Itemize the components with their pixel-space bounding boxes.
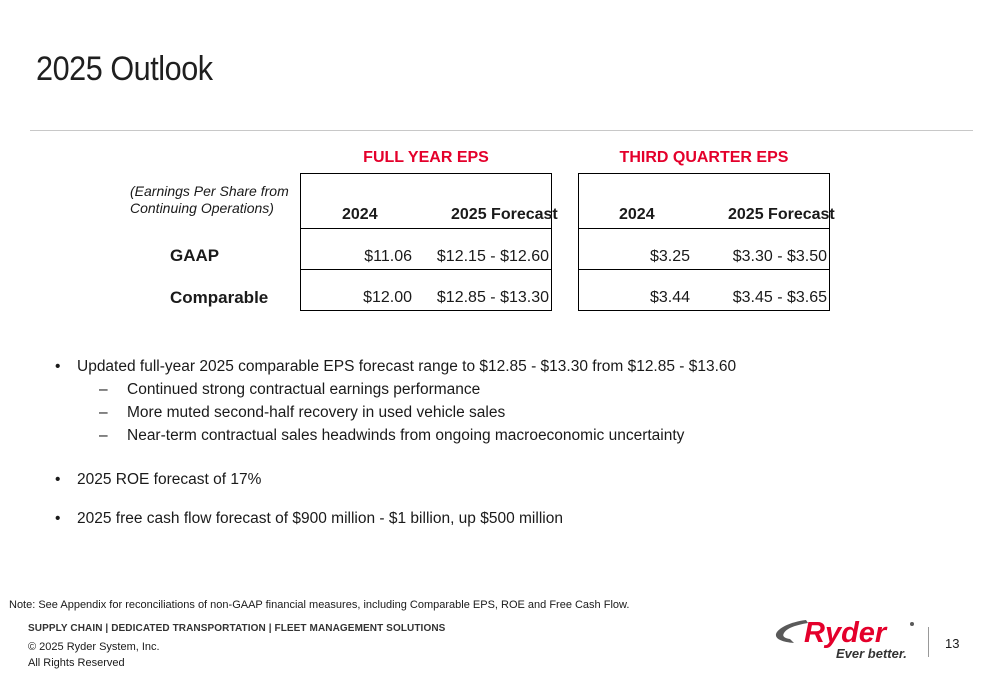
sub-bullet-used-vehicle — [99, 404, 506, 422]
row-label-comparable: Comparable — [170, 288, 269, 307]
gaap-fy-forecast: $12.15 - $12.60 — [436, 248, 549, 265]
third-quarter-header-rule — [578, 228, 830, 229]
sub-bullet-text: More muted second-half recovery in used vehicle sales — [127, 404, 506, 421]
comparable-fy-2024: $12.00 — [363, 289, 412, 306]
row-label-gaap: GAAP — [170, 246, 220, 265]
row-header-line-1: (Earnings Per Share from — [130, 183, 289, 199]
ryder-logo-icon — [772, 612, 918, 662]
bullet-marker: • — [55, 471, 61, 488]
dash-marker: – — [99, 427, 108, 444]
bullet-marker: • — [55, 358, 61, 375]
dash-marker: – — [99, 381, 108, 398]
footer-tagline: SUPPLY CHAIN | DEDICATED TRANSPORTATION | FLEET MANAGEMENT SOLUTIONS — [28, 623, 446, 634]
sub-bullet-text: Continued strong contractual earnings performance — [127, 381, 481, 398]
dash-marker: – — [99, 404, 108, 421]
bullet-free-cash-flow — [55, 510, 563, 528]
page-number: 13 — [945, 636, 960, 651]
row-header-line-2: Continuing Operations) — [130, 200, 274, 216]
bullet-eps-forecast — [55, 358, 737, 376]
full-year-row-rule — [300, 269, 552, 270]
logo-brand-text: Ryder — [804, 617, 887, 649]
bullet-roe — [55, 471, 262, 489]
rights-reserved: All Rights Reserved — [28, 657, 125, 669]
comparable-fy-forecast: $12.85 - $13.30 — [436, 289, 549, 306]
col-header-q3-2024: 2024 — [619, 206, 655, 223]
footnote: Note: See Appendix for reconciliations of non-GAAP financial measures, including Comparable EPS, ROE and Free Cash Flow. — [9, 599, 630, 611]
bullet-text: 2025 free cash flow forecast of $900 million - $1 billion, up $500 million — [77, 510, 563, 527]
col-header-q3-forecast: 2025 Forecast — [728, 206, 835, 223]
copyright: © 2025 Ryder System, Inc. — [28, 641, 160, 653]
logo-slogan-text: Ever better. — [836, 646, 907, 661]
sub-bullet-text: Near-term contractual sales headwinds from ongoing macroeconomic uncertainty — [127, 427, 685, 444]
gaap-fy-2024: $11.06 — [364, 248, 412, 265]
comparable-q3-forecast: $3.45 - $3.65 — [732, 289, 827, 306]
col-header-fy-2024: 2024 — [342, 206, 378, 223]
gaap-q3-forecast: $3.30 - $3.50 — [732, 248, 827, 265]
third-quarter-row-rule — [578, 269, 830, 270]
page-title: 2025 Outlook — [36, 50, 213, 88]
sub-bullet-headwinds — [99, 427, 685, 445]
title-divider — [30, 130, 973, 131]
group-header-full-year: FULL YEAR EPS — [363, 149, 489, 166]
full-year-header-rule — [300, 228, 552, 229]
bullet-marker: • — [55, 510, 61, 527]
col-header-fy-forecast: 2025 Forecast — [451, 206, 558, 223]
sub-bullet-contractual — [99, 381, 481, 399]
gaap-q3-2024: $3.25 — [649, 248, 690, 265]
group-header-third-quarter: THIRD QUARTER EPS — [619, 149, 789, 166]
bullet-text: 2025 ROE forecast of 17% — [77, 471, 262, 488]
logo-divider — [928, 627, 929, 657]
comparable-q3-2024: $3.44 — [649, 289, 690, 306]
bullet-text: Updated full-year 2025 comparable EPS forecast range to $12.85 - $13.30 from $12.85 - $13.60 — [77, 358, 737, 375]
